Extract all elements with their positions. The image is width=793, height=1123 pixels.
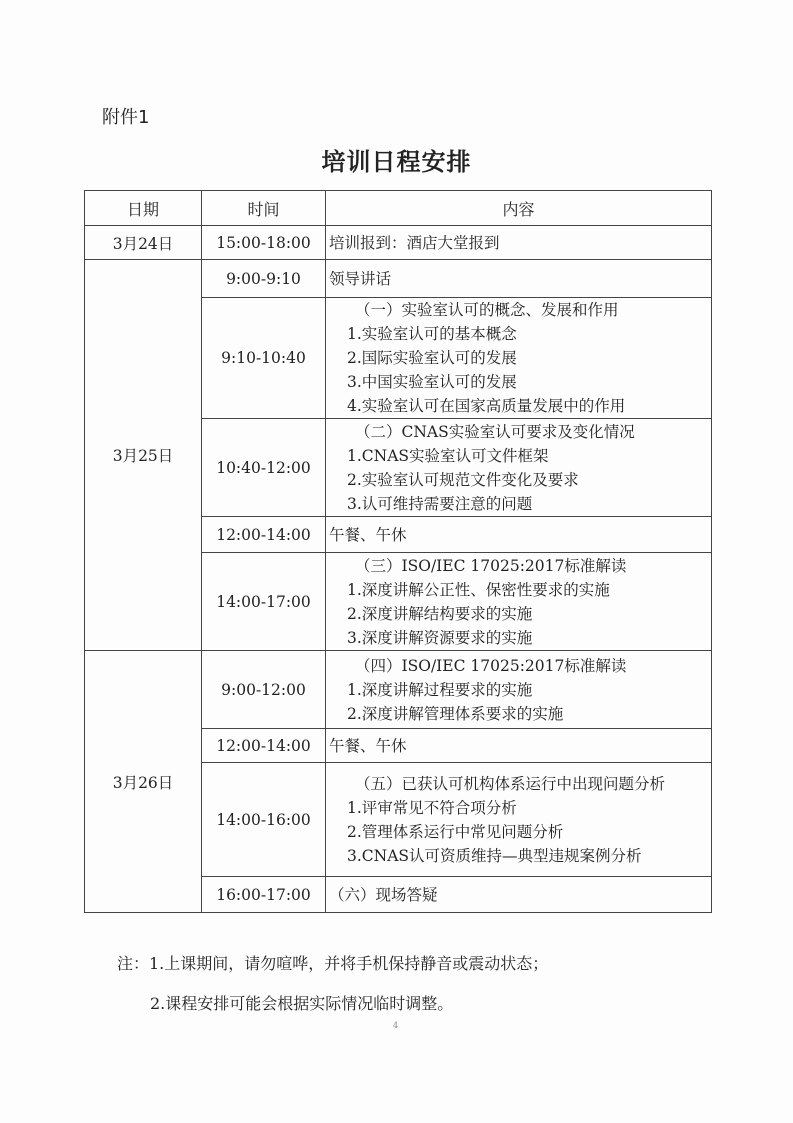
content-item: 3.深度讲解资源要求的实施 <box>347 628 533 647</box>
header-content: 内容 <box>326 191 712 226</box>
content-cell <box>326 260 712 298</box>
content-cell <box>326 517 712 553</box>
content-item: 4.实验室认可在国家高质量发展中的作用 <box>347 397 626 415</box>
content-item: 2.国际实验室认可的发展 <box>347 349 517 367</box>
content-cell <box>326 763 712 877</box>
schedule-table <box>84 190 712 913</box>
content-heading: （五）已获认可机构体系运行中出现问题分析 <box>355 774 666 793</box>
content-item: 2.管理体系运行中常见问题分析 <box>347 822 564 841</box>
content-heading: （四）ISO/IEC 17025:2017标准解读 <box>355 656 627 675</box>
content-item: 1.深度讲解过程要求的实施 <box>347 680 533 699</box>
content-line: 领导讲话 <box>329 269 392 288</box>
content-item: 1.深度讲解公正性、保密性要求的实施 <box>347 580 610 599</box>
content-cell <box>326 651 712 729</box>
time-cell: 9:00-12:00 <box>202 651 326 729</box>
content-item: 1.实验室认可的基本概念 <box>347 325 517 343</box>
content-cell <box>326 419 712 517</box>
content-line: 午餐、午休 <box>329 736 407 755</box>
table-header-row <box>85 191 712 226</box>
time-cell: 15:00-18:00 <box>202 226 326 260</box>
time-cell: 14:00-16:00 <box>202 763 326 877</box>
time-cell: 10:40-12:00 <box>202 419 326 517</box>
note-1: 注：1.上课期间，请勿喧哗，并将手机保持静音或震动状态； <box>117 954 549 973</box>
time-cell: 12:00-14:00 <box>202 729 326 763</box>
content-heading: （二）CNAS实验室认可要求及变化情况 <box>355 422 635 441</box>
table-row <box>85 260 712 298</box>
content-cell <box>326 226 712 260</box>
header-time: 时间 <box>202 191 326 226</box>
content-item: 3.CNAS认可资质维持—典型违规案例分析 <box>347 846 642 865</box>
content-line: （六）现场答疑 <box>329 885 438 904</box>
content-cell <box>326 729 712 763</box>
content-cell <box>326 553 712 651</box>
note-2: 2.课程安排可能会根据实际情况临时调整。 <box>150 994 454 1013</box>
time-cell: 9:10-10:40 <box>202 298 326 419</box>
time-cell: 12:00-14:00 <box>202 517 326 553</box>
content-item: 1.CNAS实验室认可文件框架 <box>347 446 549 465</box>
content-item: 1.评审常见不符合项分析 <box>347 798 517 817</box>
content-line: 培训报到：酒店大堂报到 <box>329 233 500 252</box>
time-cell: 16:00-17:00 <box>202 877 326 913</box>
content-item: 3.认可维持需要注意的问题 <box>347 494 533 513</box>
content-heading: （一）实验室认可的概念、发展和作用 <box>355 301 619 319</box>
date-cell-day1: 3月24日 <box>85 226 202 260</box>
content-cell <box>326 877 712 913</box>
table-row <box>85 651 712 729</box>
time-cell: 14:00-17:00 <box>202 553 326 651</box>
content-heading: （三）ISO/IEC 17025:2017标准解读 <box>355 556 627 575</box>
table-row <box>85 226 712 260</box>
content-cell <box>326 298 712 419</box>
time-cell: 9:00-9:10 <box>202 260 326 298</box>
header-date: 日期 <box>85 191 202 226</box>
content-item: 2.深度讲解结构要求的实施 <box>347 604 533 623</box>
attachment-label: 附件1 <box>102 107 150 128</box>
content-item: 2.实验室认可规范文件变化及要求 <box>347 470 579 489</box>
content-item: 2.深度讲解管理体系要求的实施 <box>347 704 564 723</box>
date-cell-day3: 3月26日 <box>85 651 202 913</box>
page-title: 培训日程安排 <box>321 148 472 176</box>
content-line: 午餐、午休 <box>329 525 407 544</box>
content-item: 3.中国实验室认可的发展 <box>347 373 517 391</box>
page-number: 4 <box>393 1021 399 1030</box>
date-cell-day2: 3月25日 <box>85 260 202 651</box>
